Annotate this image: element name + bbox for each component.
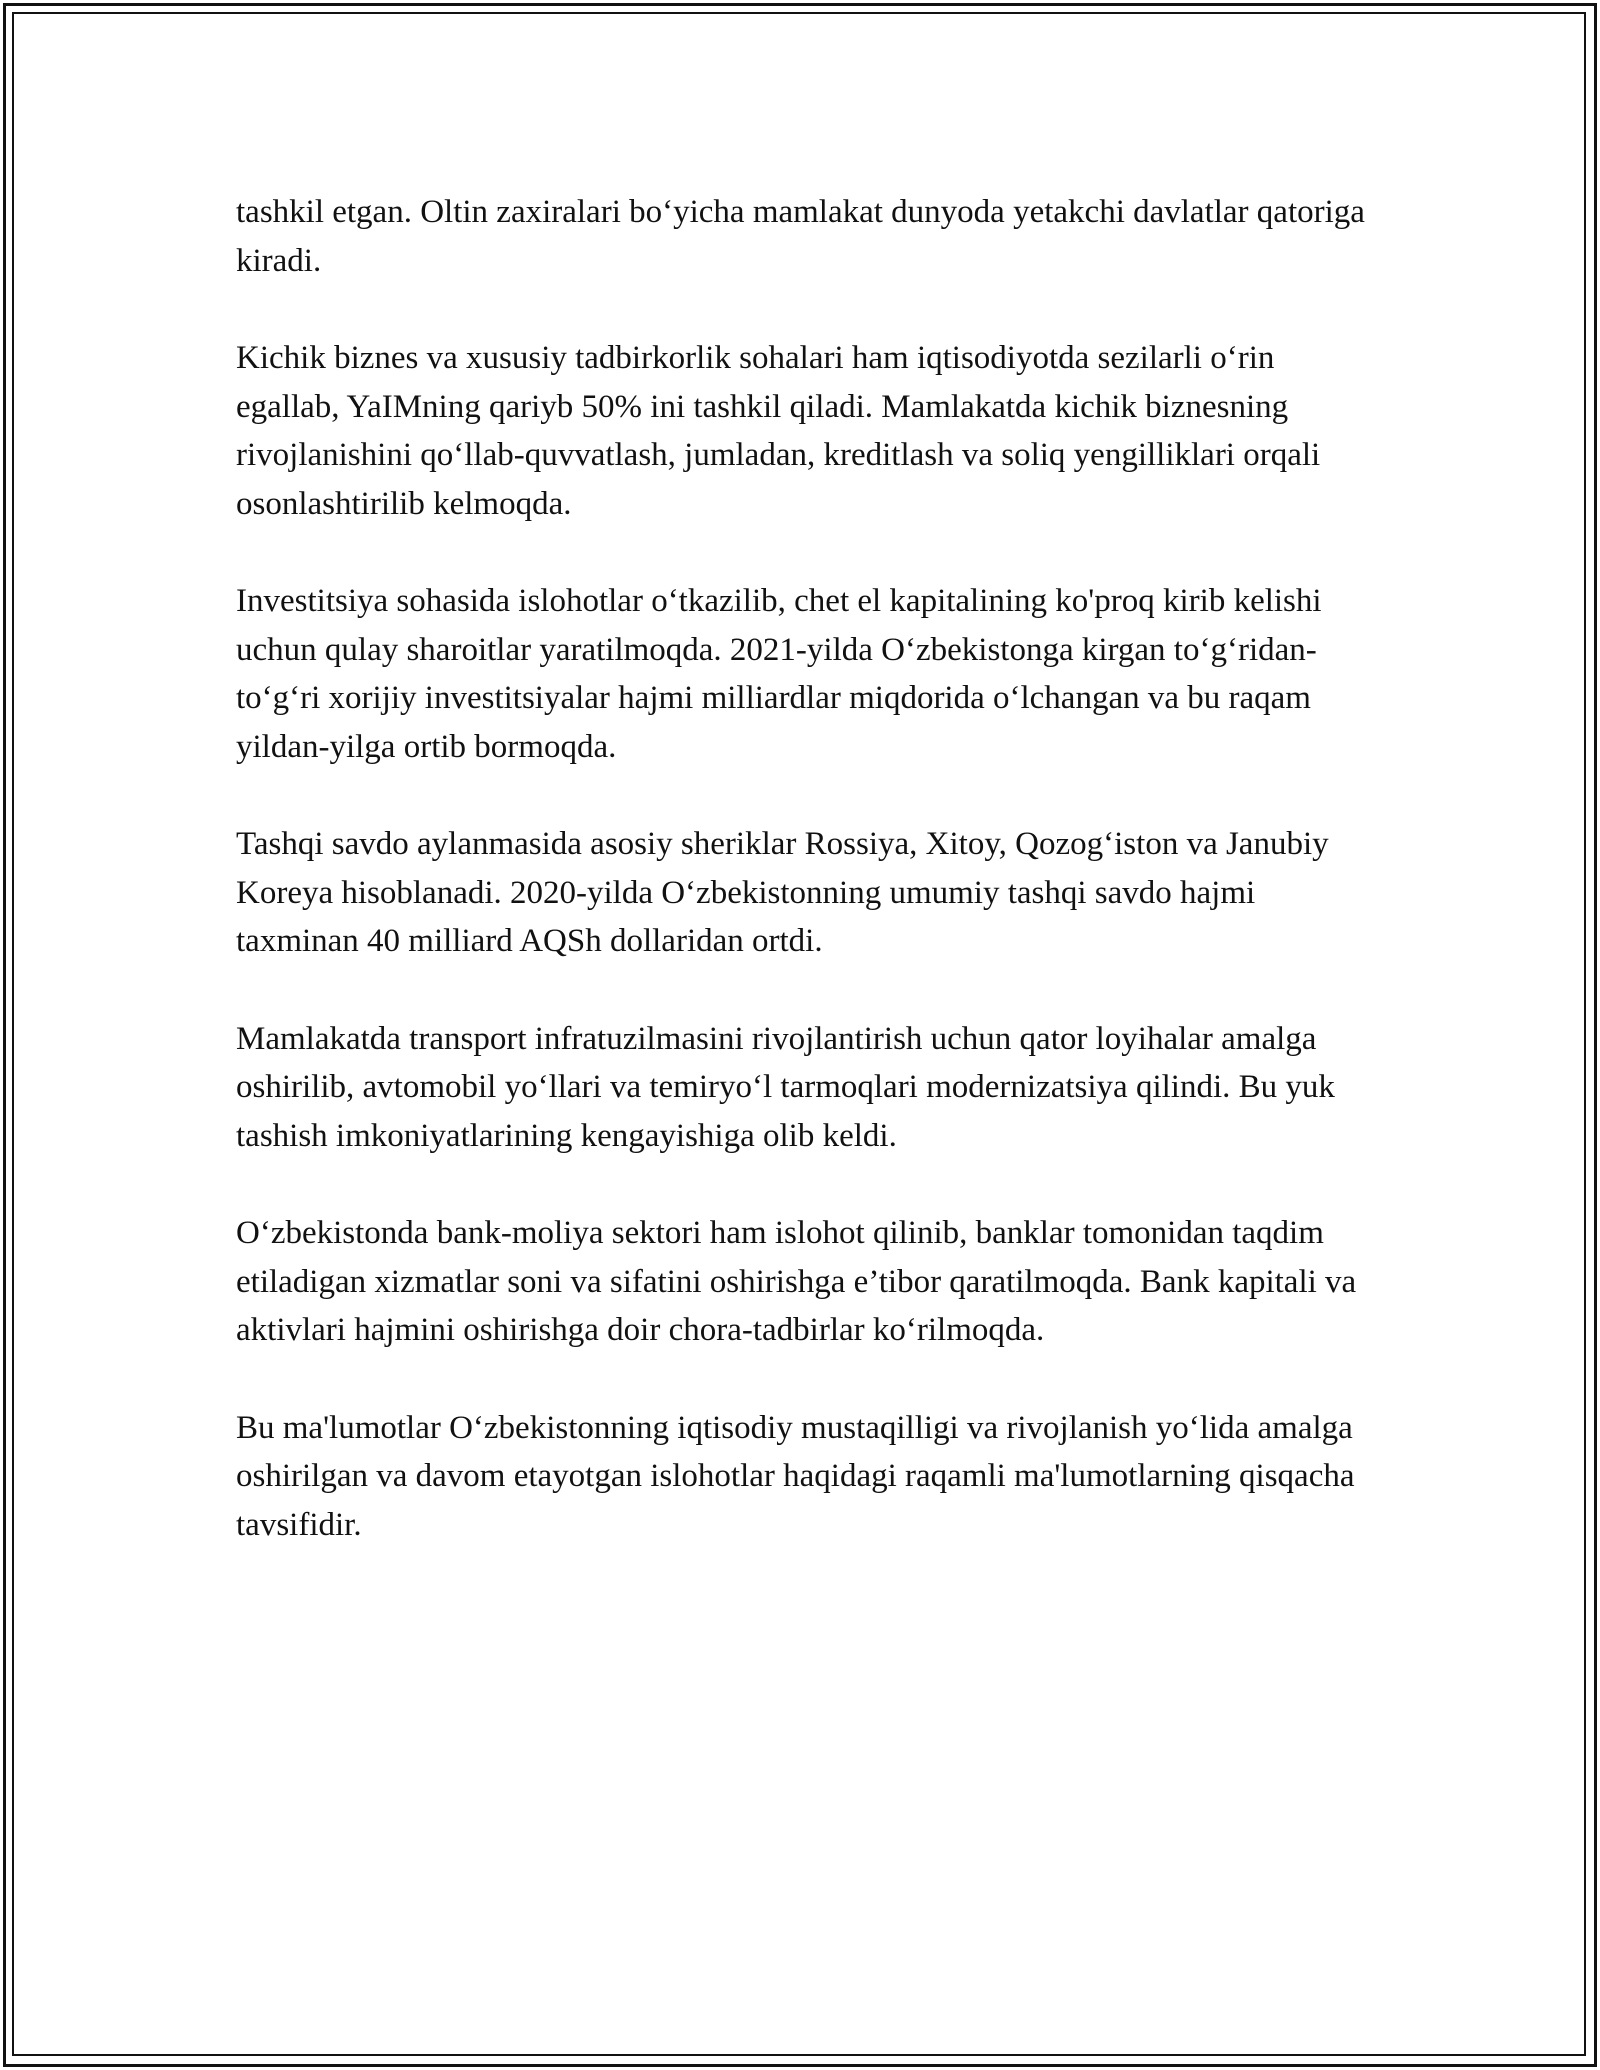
- paragraph-small-business: Kichik biznes va xususiy tadbirkorlik sohalari ham iqtisodiyotda sezilarli o‘rin egallab, YaIMning qariyb 50% ini tashkil qiladi. Mamlakatda kichik biznesning rivojlanishini qo‘llab-quvvatlash, jumladan, kreditlash va soliq yengilliklari orqali osonlashtirilib kelmoqda.: [236, 340, 1321, 522]
- paragraph-investment: Investitsiya sohasida islohotlar o‘tkazilib, chet el kapitalining ko'proq kirib kelishi uchun qulay sharoitlar yaratilmoqda. 2021-yilda O‘zbekistonga kirgan to‘g‘ridan-to‘g‘ri xorijiy investitsiyalar hajmi milliardlar miqdorida o‘lchangan va bu raqam yildan-yilga ortib bormoqda.: [236, 583, 1322, 765]
- paragraph-gold-reserves: tashkil etgan. Oltin zaxiralari bo‘yicha mamlakat dunyoda yetakchi davlatlar qatoriga kiradi.: [236, 194, 1365, 279]
- paragraph-banking: O‘zbekistonda bank-moliya sektori ham islohot qilinib, banklar tomonidan taqdim etiladigan xizmatlar soni va sifatini oshirishga e’tibor qaratilmoqda. Bank kapitali va aktivlari hajmini oshirishga doir chora-tadbirlar ko‘rilmoqda.: [236, 1215, 1357, 1348]
- document-body: [236, 188, 1386, 1598]
- paragraph-foreign-trade: Tashqi savdo aylanmasida asosiy sheriklar Rossiya, Xitoy, Qozog‘iston va Janubiy Koreya hisoblanadi. 2020-yilda O‘zbekistonning umumiy tashqi savdo hajmi taxminan 40 milliard AQSh dollaridan ortdi.: [236, 826, 1329, 959]
- paragraph-transport: Mamlakatda transport infratuzilmasini rivojlantirish uchun qator loyihalar amalga oshirilib, avtomobil yo‘llari va temiryo‘l tarmoqlari modernizatsiya qilindi. Bu yuk tashish imkoniyatlarining kengayishiga olib keldi.: [236, 1020, 1335, 1154]
- paragraph-summary: Bu ma'lumotlar O‘zbekistonning iqtisodiy mustaqilligi va rivojlanish yo‘lida amalga oshirilgan va davom etayotgan islohotlar haqidagi raqamli ma'lumotlarning qisqacha tavsifidir.: [236, 1409, 1355, 1543]
